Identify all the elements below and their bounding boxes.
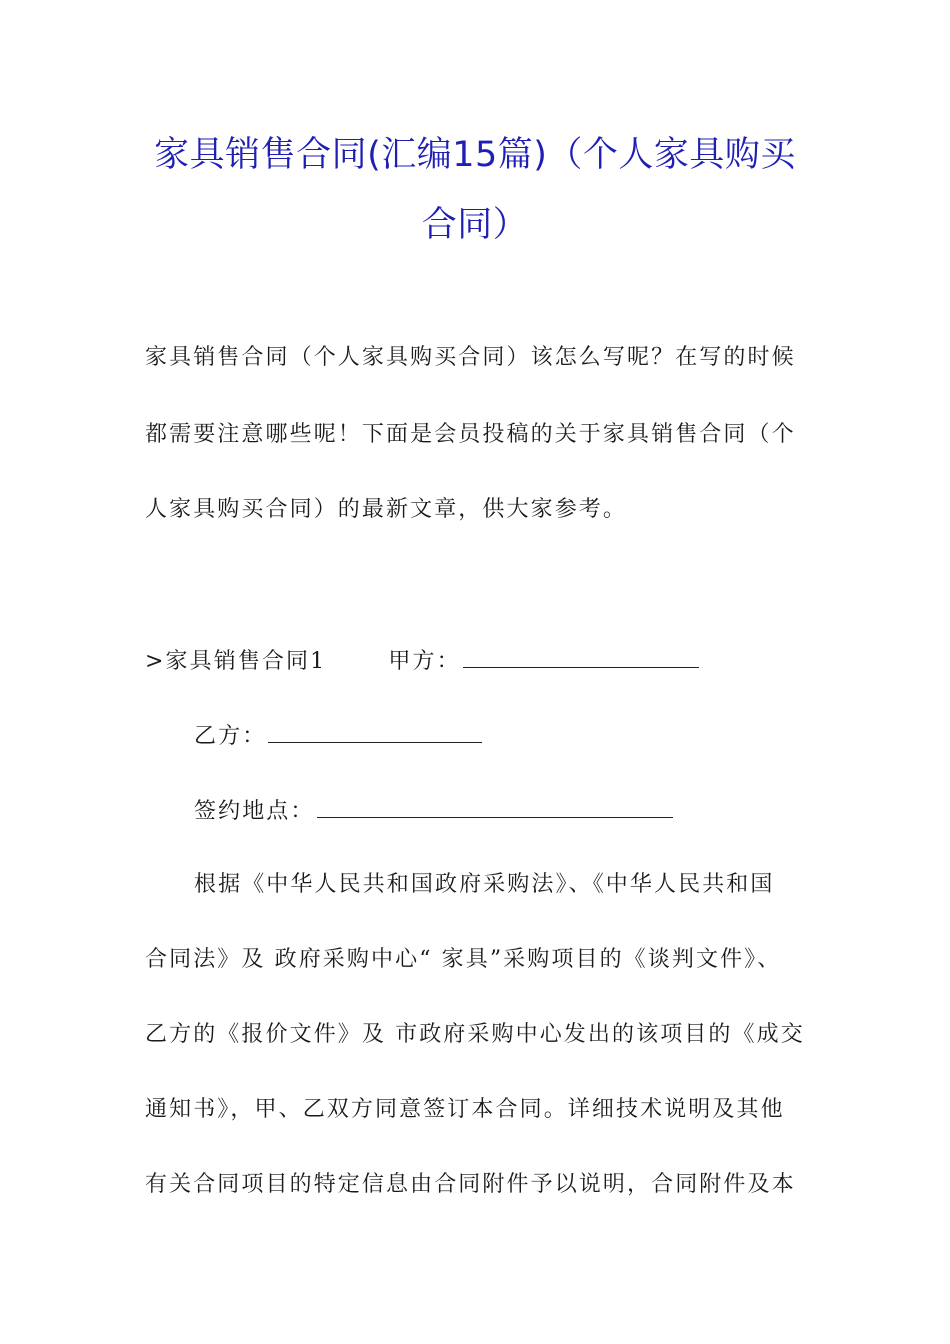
- body-line-2: 合同法》及 政府采购中心“ 家具”采购项目的《谈判文件》、: [145, 947, 782, 972]
- body-line-3: 乙方的《报价文件》及 市政府采购中心发出的该项目的《成交: [145, 1022, 805, 1047]
- contract-heading: >家具销售合同1: [145, 649, 327, 674]
- party-a-blank: [463, 645, 699, 668]
- body-line-4: 通知书》，甲、乙双方同意签订本合同。详细技术说明及其他: [145, 1097, 785, 1122]
- sign-place-row: [194, 795, 874, 827]
- contract-heading-row: [145, 645, 825, 677]
- document-title-line-2: 合同）: [421, 205, 529, 245]
- party-b-blank: [268, 720, 482, 743]
- body-line-1: 根据《中华人民共和国政府采购法》、《中华人民共和国: [194, 872, 775, 897]
- body-line-5: 有关合同项目的特定信息由合同附件予以说明，合同附件及本: [145, 1172, 796, 1197]
- party-b-label: 乙方：: [194, 724, 267, 749]
- intro-line-1: 家具销售合同（个人家具购买合同）该怎么写呢？在写的时候: [145, 345, 796, 370]
- sign-place-label: 签约地点：: [194, 799, 315, 824]
- sign-place-blank: [317, 795, 673, 818]
- party-b-row: [194, 720, 874, 752]
- intro-line-2: 都需要注意哪些呢！下面是会员投稿的关于家具销售合同（个: [145, 422, 796, 447]
- party-a-label: 甲方：: [388, 649, 461, 674]
- document-title-line-1: 家具销售合同(汇编15篇)（个人家具购买: [154, 135, 796, 175]
- intro-line-3: 人家具购买合同）的最新文章，供大家参考。: [145, 497, 628, 522]
